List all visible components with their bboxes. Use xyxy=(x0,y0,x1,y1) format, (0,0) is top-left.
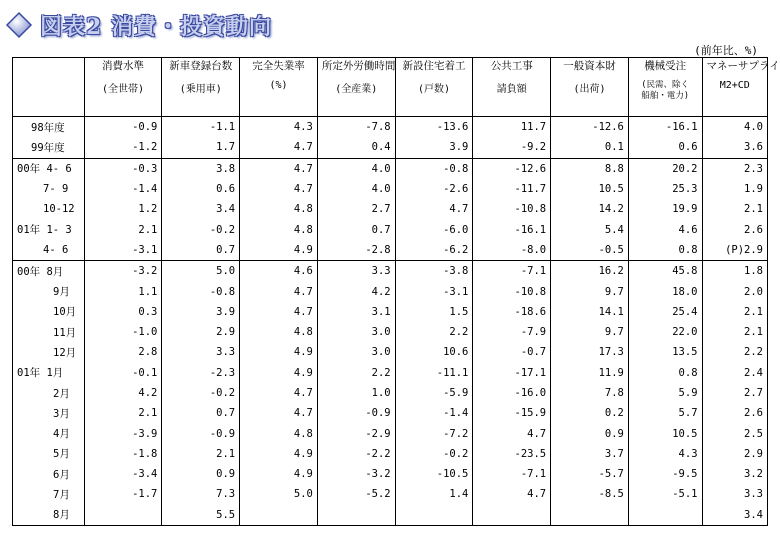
row-label: 2月 xyxy=(53,387,70,400)
table-cell: 1.2 xyxy=(84,199,162,219)
table-cell: -5.9 xyxy=(395,383,473,403)
table-cell: 4.9 xyxy=(240,464,318,484)
table-cell xyxy=(240,505,318,526)
data-table xyxy=(12,57,780,526)
table-cell: -11.1 xyxy=(395,363,473,383)
header-corner xyxy=(13,58,85,117)
row-label: 10-12 xyxy=(43,203,75,216)
table-cell: 2.1 xyxy=(702,302,767,322)
table-row xyxy=(13,505,768,526)
table-cell: -17.1 xyxy=(473,363,551,383)
table-cell: 1.0 xyxy=(317,383,395,403)
table-cell: -2.2 xyxy=(317,444,395,464)
table-cell: 2.5 xyxy=(702,423,767,443)
column-header-sub: (%) xyxy=(269,80,288,91)
row-label: 00年 8月 xyxy=(13,261,85,282)
table-cell: 0.9 xyxy=(162,464,240,484)
table-cell: 0.7 xyxy=(162,240,240,261)
table-cell: 10.6 xyxy=(395,342,473,362)
table-cell: -9.5 xyxy=(628,464,702,484)
column-header-title: 機械受注 xyxy=(644,60,687,72)
table-cell: 2.6 xyxy=(702,219,767,239)
table-cell: -16.1 xyxy=(473,219,551,239)
table-cell: 4.3 xyxy=(240,117,318,138)
column-header-title: マネーサプライ xyxy=(706,60,780,72)
table-cell: 10.5 xyxy=(551,179,629,199)
table-cell: 2.7 xyxy=(702,383,767,403)
table-cell: -1.4 xyxy=(395,403,473,423)
table-cell: -2.8 xyxy=(317,240,395,261)
column-header-sub: M2+CD xyxy=(719,80,750,91)
table-cell: 4.0 xyxy=(702,117,767,138)
table-cell: -5.1 xyxy=(628,484,702,504)
table-row xyxy=(13,464,768,484)
table-cell: 1.7 xyxy=(162,137,240,158)
row-label: 01年 1月 xyxy=(17,367,64,380)
table-cell: 1.9 xyxy=(702,179,767,199)
row-label: 7月 xyxy=(53,488,70,501)
table-row xyxy=(13,261,768,282)
table-cell: 4.2 xyxy=(317,281,395,301)
table-cell: 3.3 xyxy=(702,484,767,504)
column-header-title: 完全失業率 xyxy=(252,60,305,72)
table-cell: 4.6 xyxy=(628,219,702,239)
column-header-sub: (戸数) xyxy=(417,84,450,95)
column-header xyxy=(162,58,240,117)
column-header-title: 新車登録台数 xyxy=(169,60,233,72)
column-header-sub: 船舶・電力) xyxy=(641,91,689,101)
table-cell: -1.2 xyxy=(84,137,162,158)
table-row xyxy=(13,117,768,138)
table-cell: -7.1 xyxy=(473,464,551,484)
table-cell: -6.2 xyxy=(395,240,473,261)
page-title: 図表2 消費・投資動向 xyxy=(40,13,272,40)
column-header-title: 消費水準 xyxy=(101,60,144,72)
table-row xyxy=(13,403,768,423)
table-cell: -0.2 xyxy=(395,444,473,464)
table-cell: 2.2 xyxy=(395,322,473,342)
table-cell: 3.4 xyxy=(162,199,240,219)
table-cell: 25.3 xyxy=(628,179,702,199)
table-cell: 3.0 xyxy=(317,322,395,342)
table-row xyxy=(13,423,768,443)
table-cell: -0.5 xyxy=(551,240,629,261)
column-header-sub: (出荷) xyxy=(573,84,606,95)
table-row xyxy=(13,199,768,219)
table-cell: 3.0 xyxy=(317,342,395,362)
table-cell: 4.7 xyxy=(240,383,318,403)
table-cell xyxy=(473,505,551,526)
table-cell: -8.0 xyxy=(473,240,551,261)
table-cell: -3.2 xyxy=(84,261,162,282)
column-header xyxy=(395,58,473,117)
table-cell: -2.6 xyxy=(395,179,473,199)
table-cell: 4.7 xyxy=(473,484,551,504)
column-header xyxy=(240,58,318,117)
table-cell: -0.9 xyxy=(84,117,162,138)
table-row xyxy=(13,158,768,179)
table-cell: -0.9 xyxy=(162,423,240,443)
table-cell: 2.7 xyxy=(317,199,395,219)
table-cell xyxy=(84,505,162,526)
table-cell: 2.1 xyxy=(162,444,240,464)
table-cell: 20.2 xyxy=(628,158,702,179)
table-cell: 4.9 xyxy=(240,342,318,362)
table-row xyxy=(13,179,768,199)
column-header xyxy=(702,58,780,117)
table-cell: 3.9 xyxy=(162,302,240,322)
row-label: 10月 xyxy=(53,306,77,319)
row-label: 99年度 xyxy=(31,141,65,154)
table-cell xyxy=(395,505,473,526)
table-cell: -8.5 xyxy=(551,484,629,504)
table-cell: 5.7 xyxy=(628,403,702,423)
table-cell: 4.7 xyxy=(240,302,318,322)
row-label: 12月 xyxy=(53,346,77,359)
table-cell: -0.9 xyxy=(317,403,395,423)
table-cell: 17.3 xyxy=(551,342,629,362)
table-row xyxy=(13,444,768,464)
table-cell: 16.2 xyxy=(551,261,629,282)
table-row xyxy=(13,219,768,239)
table-cell: 0.7 xyxy=(317,219,395,239)
table-cell: -1.0 xyxy=(84,322,162,342)
table-cell: -3.2 xyxy=(317,464,395,484)
table-cell: -5.7 xyxy=(551,464,629,484)
row-label: 3月 xyxy=(53,407,70,420)
table-cell: 1.8 xyxy=(702,261,767,282)
table-cell: 4.0 xyxy=(317,179,395,199)
table-cell: 45.8 xyxy=(628,261,702,282)
table-cell: 0.9 xyxy=(551,423,629,443)
table-cell: 9.7 xyxy=(551,322,629,342)
header-row xyxy=(13,58,768,117)
row-label: 01年 1- 3 xyxy=(17,224,72,237)
column-header-sub: 請負額 xyxy=(496,84,527,95)
column-header xyxy=(628,58,702,117)
table-row xyxy=(13,302,768,322)
column-header-sub: (全産業) xyxy=(335,84,378,95)
table-cell: 1.1 xyxy=(84,281,162,301)
table-cell: 3.6 xyxy=(702,137,767,158)
column-header-sub: (全世帯) xyxy=(101,84,144,95)
table-cell: 7.3 xyxy=(162,484,240,504)
row-label: 8月 xyxy=(53,509,70,522)
table-cell: 0.8 xyxy=(628,363,702,383)
table-cell: 5.5 xyxy=(162,505,240,526)
table-row xyxy=(13,137,768,158)
table-cell: -0.2 xyxy=(162,219,240,239)
table-cell: 19.9 xyxy=(628,199,702,219)
table-cell: -0.2 xyxy=(162,383,240,403)
table-cell: 2.4 xyxy=(702,363,767,383)
table-cell: 8.8 xyxy=(551,158,629,179)
table-cell: 4.9 xyxy=(240,444,318,464)
table-cell: 4.7 xyxy=(240,403,318,423)
column-header-title: 所定外労働時間 xyxy=(321,60,396,72)
table-cell: 1.4 xyxy=(395,484,473,504)
table-row xyxy=(13,363,768,383)
table-cell: -16.1 xyxy=(628,117,702,138)
table-cell: -1.1 xyxy=(162,117,240,138)
table-cell: -10.8 xyxy=(473,281,551,301)
table-cell: 4.9 xyxy=(240,240,318,261)
table-cell: 13.5 xyxy=(628,342,702,362)
column-header-title: 一般資本財 xyxy=(563,60,616,72)
table-cell: 2.1 xyxy=(84,403,162,423)
table-cell: 4.7 xyxy=(240,281,318,301)
table-cell: 5.9 xyxy=(628,383,702,403)
table-row xyxy=(13,484,768,504)
table-cell: 4.7 xyxy=(240,158,318,179)
table-cell: 4.9 xyxy=(240,363,318,383)
table-cell: 2.2 xyxy=(702,342,767,362)
table-cell: 22.0 xyxy=(628,322,702,342)
table-cell: 4.7 xyxy=(240,137,318,158)
column-header-sub: (乗用車) xyxy=(179,84,222,95)
table-cell: 2.9 xyxy=(702,444,767,464)
table-cell: 1.5 xyxy=(395,302,473,322)
row-label: 98年度 xyxy=(31,121,65,134)
table-cell: -2.3 xyxy=(162,363,240,383)
table-cell: 4.6 xyxy=(240,261,318,282)
table-cell: 3.9 xyxy=(395,137,473,158)
table-cell: 4.8 xyxy=(240,423,318,443)
table-cell: -3.4 xyxy=(84,464,162,484)
table-cell: (P)2.9 xyxy=(702,240,767,261)
table-cell: -3.8 xyxy=(395,261,473,282)
table-cell: -11.7 xyxy=(473,179,551,199)
table-cell: -0.7 xyxy=(473,342,551,362)
table-cell xyxy=(628,505,702,526)
table-cell: -9.2 xyxy=(473,137,551,158)
column-header xyxy=(317,58,395,117)
table-cell: 7.8 xyxy=(551,383,629,403)
table-cell: -1.8 xyxy=(84,444,162,464)
table-cell: -5.2 xyxy=(317,484,395,504)
table-cell: 3.1 xyxy=(317,302,395,322)
table-cell: 0.3 xyxy=(84,302,162,322)
table-cell: 0.8 xyxy=(628,240,702,261)
table-cell: -3.1 xyxy=(395,281,473,301)
table-cell: 2.0 xyxy=(702,281,767,301)
table-cell: 3.8 xyxy=(162,158,240,179)
table-cell: 2.1 xyxy=(84,219,162,239)
table-cell: 2.1 xyxy=(702,322,767,342)
table-cell: 0.6 xyxy=(628,137,702,158)
column-header-title: 新設住宅着工 xyxy=(402,60,466,72)
table-cell: -0.8 xyxy=(395,158,473,179)
table-cell: 9.7 xyxy=(551,281,629,301)
table-cell: 5.0 xyxy=(240,484,318,504)
table-row xyxy=(13,322,768,342)
row-label: 00年 4- 6 xyxy=(13,158,85,179)
table-cell: -12.6 xyxy=(551,117,629,138)
table-cell: -0.3 xyxy=(84,158,162,179)
table-cell: -13.6 xyxy=(395,117,473,138)
title-area xyxy=(6,8,272,42)
table-cell: 3.2 xyxy=(702,464,767,484)
table-cell: 4.8 xyxy=(240,199,318,219)
table-cell: -2.9 xyxy=(317,423,395,443)
table-row xyxy=(13,240,768,261)
table-cell: 4.3 xyxy=(628,444,702,464)
column-header-title: 公共工事 xyxy=(490,60,533,72)
table-cell: -7.9 xyxy=(473,322,551,342)
table-cell: -0.1 xyxy=(84,363,162,383)
table-cell: 5.0 xyxy=(162,261,240,282)
table-cell: 2.9 xyxy=(162,322,240,342)
table-cell: 3.3 xyxy=(317,261,395,282)
table-cell: 3.7 xyxy=(551,444,629,464)
table-cell: 0.6 xyxy=(162,179,240,199)
table-cell: 0.4 xyxy=(317,137,395,158)
row-label: 6月 xyxy=(53,468,70,481)
table-cell: 3.3 xyxy=(162,342,240,362)
row-label: 4月 xyxy=(53,428,70,441)
table-cell: 2.6 xyxy=(702,403,767,423)
table-cell: -10.5 xyxy=(395,464,473,484)
table-cell: 4.7 xyxy=(473,423,551,443)
table-cell: 3.4 xyxy=(702,505,767,526)
table-cell: 2.1 xyxy=(702,199,767,219)
table-cell: 5.4 xyxy=(551,219,629,239)
table-cell: -10.8 xyxy=(473,199,551,219)
row-label: 9月 xyxy=(53,286,70,299)
table-cell: -0.8 xyxy=(162,281,240,301)
table-cell: 2.8 xyxy=(84,342,162,362)
table-cell: 0.7 xyxy=(162,403,240,423)
table-cell: -1.7 xyxy=(84,484,162,504)
table-cell: 25.4 xyxy=(628,302,702,322)
table-cell: 4.0 xyxy=(317,158,395,179)
table-cell: 18.0 xyxy=(628,281,702,301)
column-header xyxy=(551,58,629,117)
table-cell: 11.7 xyxy=(473,117,551,138)
unit-note: (前年比、%) xyxy=(694,44,758,57)
column-header xyxy=(84,58,162,117)
table-cell: 14.1 xyxy=(551,302,629,322)
table-cell: 4.2 xyxy=(84,383,162,403)
table-cell: -6.0 xyxy=(395,219,473,239)
table-cell: -15.9 xyxy=(473,403,551,423)
table-cell: 4.7 xyxy=(395,199,473,219)
row-label: 11月 xyxy=(53,326,77,339)
table-row xyxy=(13,281,768,301)
diamond-bullet-icon xyxy=(6,12,32,38)
table-cell xyxy=(317,505,395,526)
table-cell: 4.7 xyxy=(240,179,318,199)
table-cell: 10.5 xyxy=(628,423,702,443)
table-cell: -7.8 xyxy=(317,117,395,138)
table-cell: -16.0 xyxy=(473,383,551,403)
table-row xyxy=(13,383,768,403)
table-cell: 2.3 xyxy=(702,158,767,179)
table-cell: 4.8 xyxy=(240,219,318,239)
table-cell: -12.6 xyxy=(473,158,551,179)
table-cell: 0.1 xyxy=(551,137,629,158)
table-cell xyxy=(551,505,629,526)
table-cell: 2.2 xyxy=(317,363,395,383)
table-cell: -3.9 xyxy=(84,423,162,443)
table-cell: -23.5 xyxy=(473,444,551,464)
table-cell: -18.6 xyxy=(473,302,551,322)
row-label: 7- 9 xyxy=(43,183,69,196)
table-cell: -7.1 xyxy=(473,261,551,282)
column-header-sub: (民需、除く xyxy=(641,80,689,90)
table-cell: 14.2 xyxy=(551,199,629,219)
table-cell: 0.2 xyxy=(551,403,629,423)
table-cell: 4.8 xyxy=(240,322,318,342)
row-label: 5月 xyxy=(53,448,70,461)
row-label: 4- 6 xyxy=(43,243,69,256)
table-cell: 11.9 xyxy=(551,363,629,383)
table-cell: -3.1 xyxy=(84,240,162,261)
table-row xyxy=(13,342,768,362)
table-cell: -7.2 xyxy=(395,423,473,443)
table-cell: -1.4 xyxy=(84,179,162,199)
column-header xyxy=(473,58,551,117)
